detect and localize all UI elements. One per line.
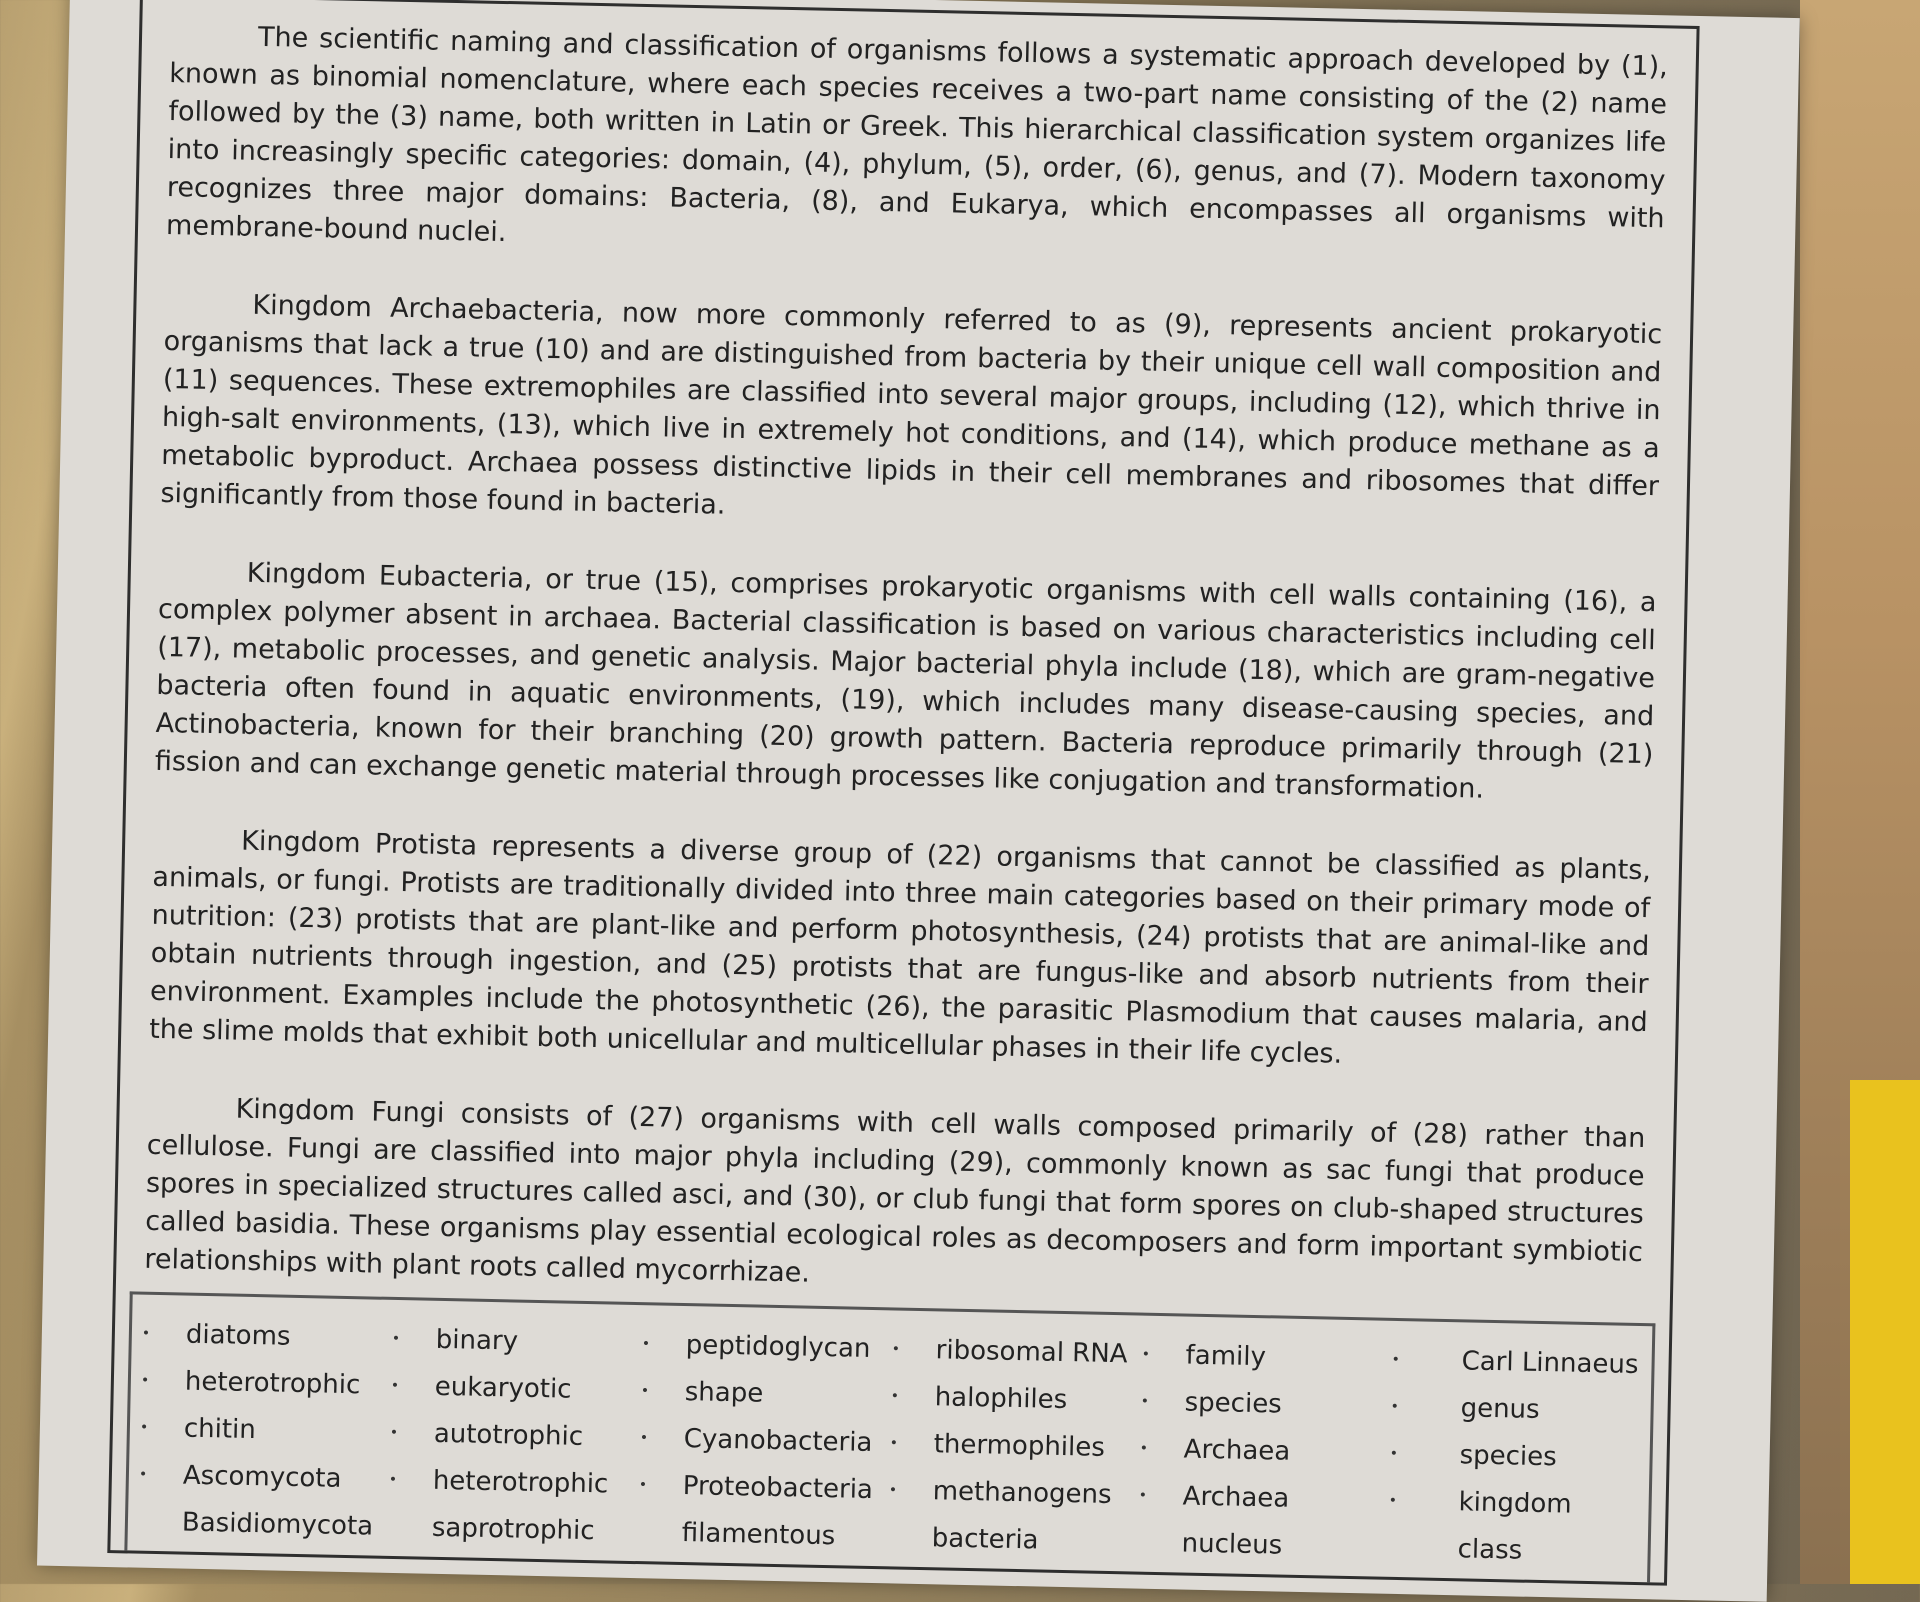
- word-bank-item: filamentous: [681, 1518, 836, 1552]
- word-bank-item: • eukaryotic: [390, 1363, 641, 1415]
- word-bank-item: • shape: [640, 1368, 891, 1420]
- word-bank-column-3: [637, 1321, 892, 1566]
- word-bank-column-6: [1387, 1337, 1642, 1582]
- word-bank-item: class: [1457, 1534, 1523, 1566]
- word-bank-item: • Carl Linnaeus: [1391, 1337, 1642, 1389]
- paragraph-archaebacteria: Kingdom Archaebacteria, now more commonly referred to as (9), represents ancient prokaryotic organisms that lack a true (10) and are distinguished from bacteria by their unique cell wall composition and (11) sequences. These extremophiles are classified into several major groups, including (12), which thrive in high-salt environments, (13), which live in extremely hot conditions, and (14), which produce methane as a metabolic byproduct. Archaea possess distinctive lipids in their cell membranes and ribosomes that differ significantly from those found in bacteria.: [160, 289, 1663, 521]
- paragraph-protista: Kingdom Protista represents a diverse group of (22) organisms that cannot be classified as plants, animals, or fungi. Protists are traditionally divided into three main categories based on their primary mode of nutrition: (23) protists that are plant-like and perform photosynthesis, (24) protists that are animal-like and obtain nutrients through ingestion, and (25) protists that are fungus-like and absorb nutrients from their environment. Examples include the photosynthetic (26), the parasitic Plasmodium that causes malaria, and the slime molds that exhibit both unicellular and multicellular phases in their life cycles.: [148, 825, 1652, 1070]
- word-bank-column-1: [137, 1311, 392, 1556]
- word-bank-item: • Archaea: [1139, 1426, 1390, 1478]
- word-bank-item: • methanogens: [888, 1467, 1139, 1519]
- word-bank-item: • ribosomal RNA: [891, 1326, 1142, 1378]
- word-bank-item: • chitin: [139, 1405, 390, 1457]
- word-bank-item: saprotrophic: [431, 1512, 595, 1547]
- word-bank-item: • species: [1140, 1379, 1391, 1431]
- word-bank-item: nucleus: [1181, 1528, 1283, 1561]
- paragraph-eubacteria: Kingdom Eubacteria, or true (15), comprises prokaryotic organisms with cell walls containing (16), a complex polymer absent in archaea. Bacterial classification is based on various characteristics including cell (17), metabolic processes, and genetic analysis. Major bacterial phyla include (18), which are gram-negative bacteria often found in aquatic environments, (19), which includes many disease-causing species, and Actinobacteria, known for their branching (20) growth pattern. Bacteria reproduce primarily through (21) fission and can exchange genetic material through processes like conjugation and transformation.: [154, 557, 1657, 805]
- word-bank-column-4: [887, 1326, 1142, 1571]
- word-bank-item: • halophiles: [890, 1373, 1141, 1425]
- word-bank-item: • Proteobacteria: [638, 1462, 889, 1514]
- word-bank-item: • family: [1141, 1332, 1392, 1384]
- word-bank-item: • peptidoglycan: [641, 1321, 892, 1373]
- word-bank-item: Basidiomycota: [181, 1507, 374, 1542]
- word-bank-item: • heterotrophic: [388, 1457, 639, 1509]
- word-bank-item: • kingdom: [1388, 1478, 1639, 1530]
- word-bank: [124, 1291, 1655, 1582]
- worksheet-frame: [107, 0, 1699, 1586]
- paragraph-classification: The scientific naming and classification of organisms follows a systematic approach developed by (1), known as binomial nomenclature, where each species receives a two-part name consisting of the (2) name followed by the (3) name, both written in Latin or Greek. This hierarchical classification system organizes life into increasingly specific categories: domain, (4), phylum, (5), order, (6), genus, and (7). Modern taxonomy recognizes three major domains: Bacteria, (8), and Eukarya, which encompasses all organisms with membrane-bound nuclei.: [165, 21, 1669, 249]
- word-bank-column-5: [1137, 1332, 1392, 1577]
- word-bank-item: • Ascomycota: [138, 1452, 389, 1504]
- word-bank-item: • species: [1389, 1431, 1640, 1483]
- word-bank-item: • Cyanobacteria: [639, 1415, 890, 1467]
- word-bank-item: • Archaea: [1138, 1473, 1389, 1525]
- word-bank-item: • heterotrophic: [140, 1358, 391, 1410]
- worksheet-paper: [37, 0, 1800, 1602]
- word-bank-item: • diatoms: [141, 1311, 392, 1363]
- word-bank-item: • genus: [1390, 1384, 1641, 1436]
- word-bank-item: • thermophiles: [889, 1420, 1140, 1472]
- word-bank-column-2: [387, 1316, 642, 1561]
- word-bank-item: bacteria: [931, 1523, 1039, 1556]
- word-bank-item: • autotrophic: [389, 1410, 640, 1462]
- yellow-paper-edge: [1850, 1080, 1920, 1584]
- paragraph-fungi: Kingdom Fungi consists of (27) organisms with cell walls composed primarily of (28) rather than cellulose. Fungi are classified into major phyla including (29), commonly known as sac fungi that produce spores in specialized structures called asci, and (30), or club fungi that form spores on club-shaped structures called basidia. These organisms play essential ecological roles as decomposers and form important symbiotic relationships with plant roots called mycorrhizae.: [144, 1093, 1646, 1289]
- word-bank-item: • binary: [391, 1316, 642, 1368]
